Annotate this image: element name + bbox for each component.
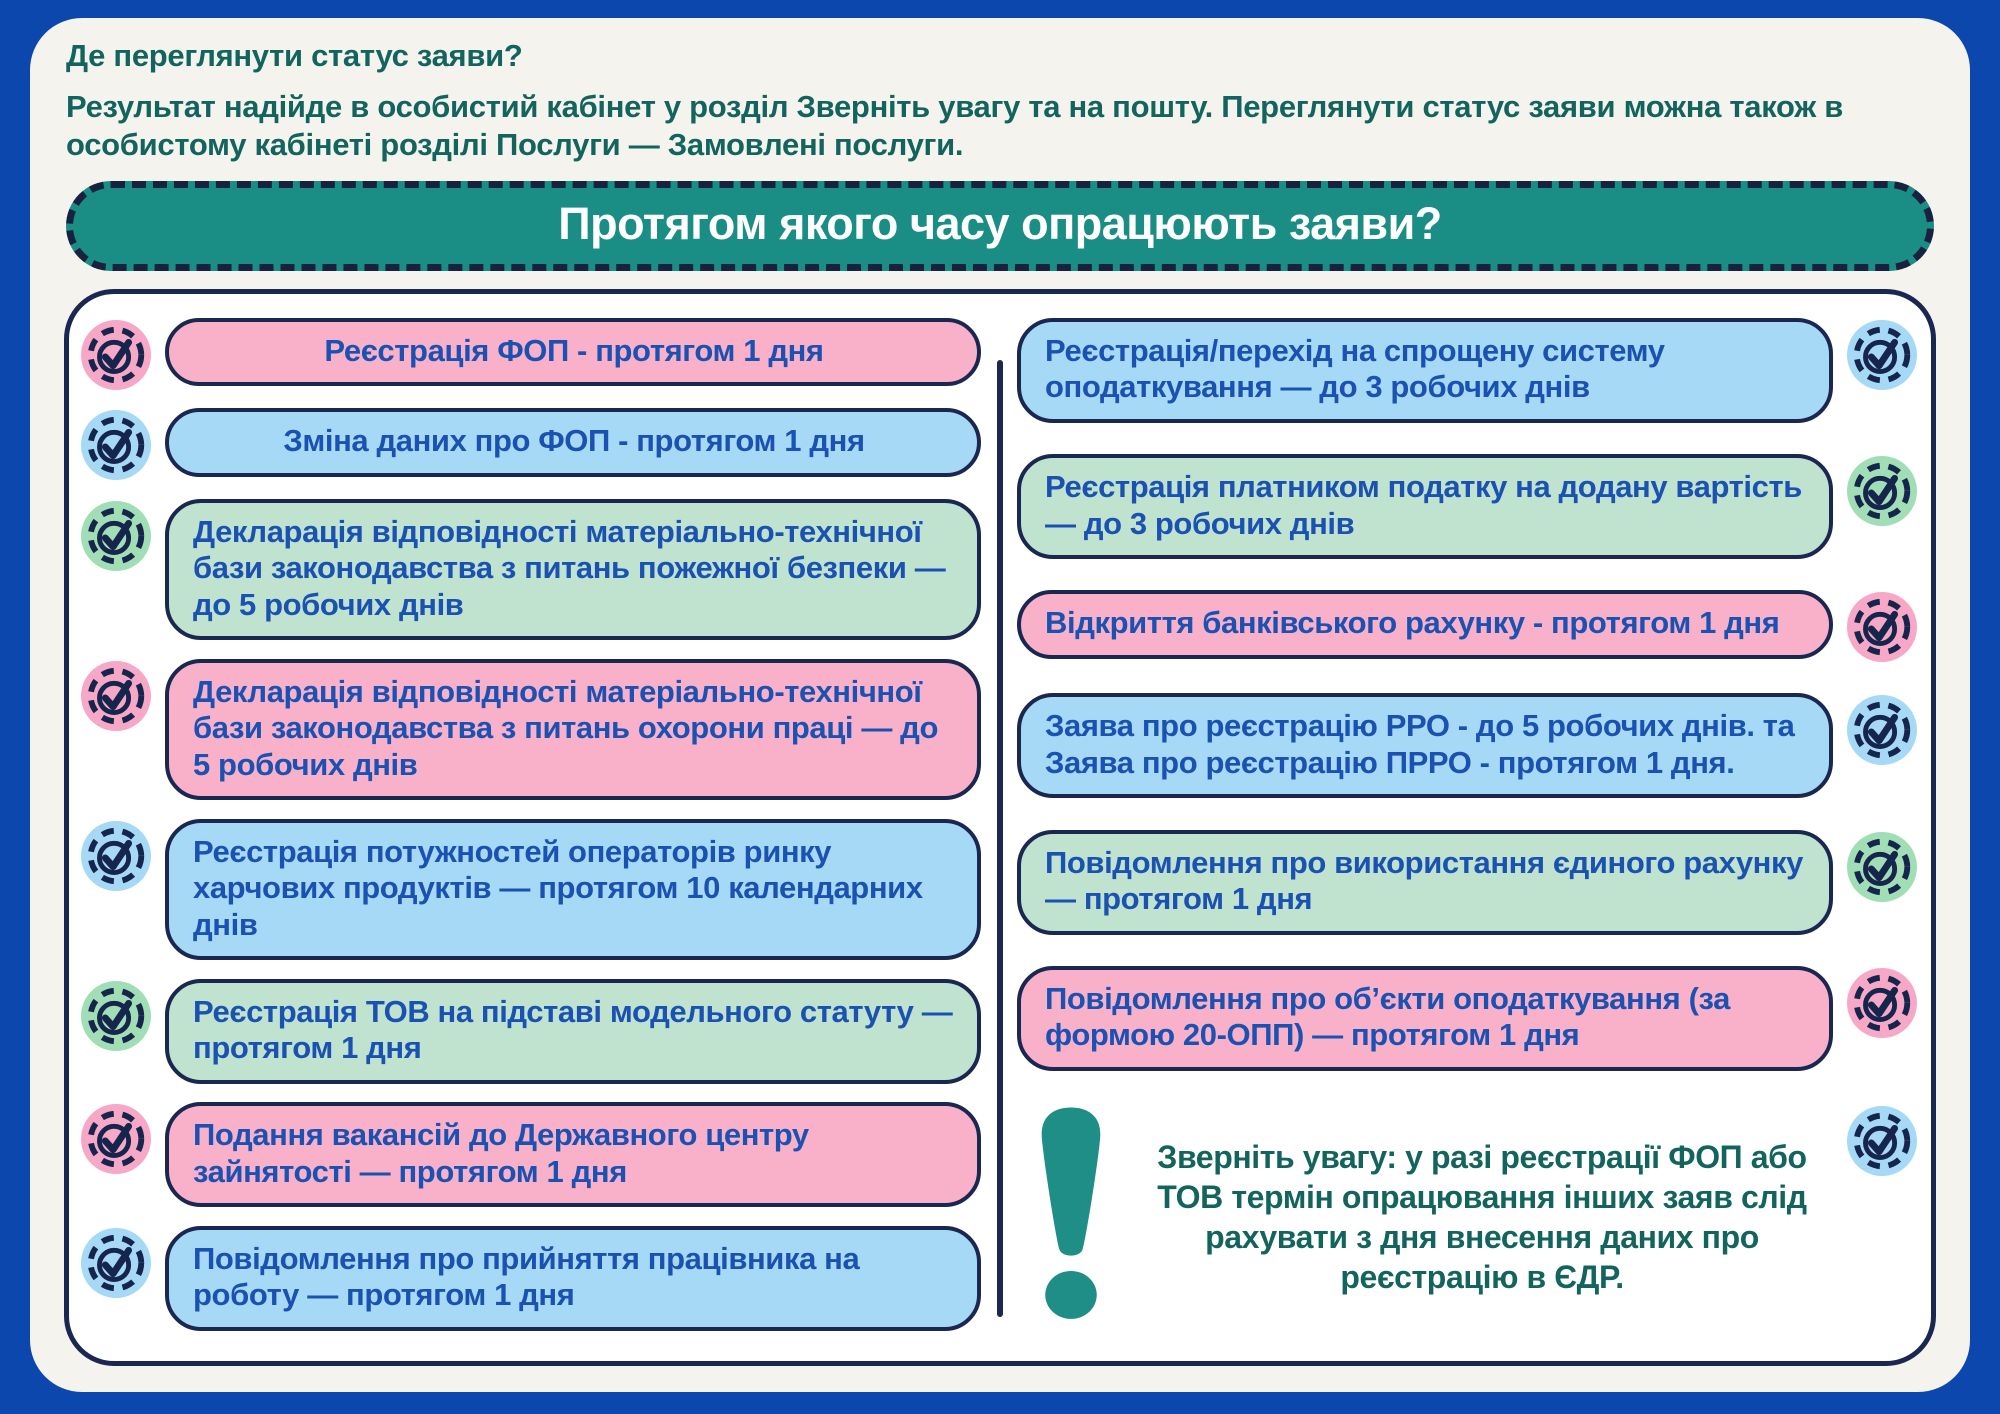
check-icon bbox=[81, 821, 151, 891]
list-item bbox=[81, 318, 981, 390]
note-text: Зверніть увагу: у разі реєстрації ФОП або ТОВ термін опрацювання інших заяв слід рахувати з дня внесення даних про реєстрацію в ЄДР. bbox=[1157, 1139, 1807, 1296]
left-column bbox=[81, 318, 981, 1331]
service-pill: Реєстрація ФОП - протягом 1 дня bbox=[165, 318, 981, 387]
list-item bbox=[81, 408, 981, 480]
check-icon bbox=[1847, 1106, 1917, 1176]
list-item bbox=[81, 659, 981, 801]
list-item bbox=[81, 1226, 981, 1331]
attention-note bbox=[1017, 1104, 1917, 1331]
service-pill: Декларація відповідності матеріально-технічної бази законодавства з питань пожежної безпеки — до 5 робочих днів bbox=[165, 499, 981, 641]
list-item bbox=[1017, 590, 1917, 662]
check-icon bbox=[81, 320, 151, 390]
services-panel bbox=[64, 289, 1936, 1366]
service-pill: Повідомлення про об’єкти оподаткування (за формою 20-ОПП) — протягом 1 дня bbox=[1017, 966, 1833, 1071]
right-column bbox=[1017, 318, 1917, 1331]
check-icon bbox=[81, 981, 151, 1051]
column-divider bbox=[997, 360, 1003, 1317]
check-icon bbox=[1847, 592, 1917, 662]
service-pill: Заява про реєстрацію РРО - до 5 робочих днів. та Заява про реєстрацію ПРРО - протягом 1 дня. bbox=[1017, 693, 1833, 798]
service-pill: Повідомлення про прийняття працівника на роботу — протягом 1 дня bbox=[165, 1226, 981, 1331]
check-icon bbox=[81, 661, 151, 731]
check-icon bbox=[1847, 320, 1917, 390]
check-icon bbox=[81, 1104, 151, 1174]
check-icon bbox=[81, 1228, 151, 1298]
list-item bbox=[1017, 693, 1917, 798]
list-item bbox=[81, 819, 981, 961]
check-icon bbox=[1847, 456, 1917, 526]
check-icon bbox=[1847, 832, 1917, 902]
service-pill: Відкриття банківського рахунку - протягом 1 дня bbox=[1017, 590, 1833, 659]
service-pill: Реєстрація платником податку на додану вартість — до 3 робочих днів bbox=[1017, 454, 1833, 559]
note-block bbox=[1017, 1104, 1833, 1331]
list-item bbox=[1017, 454, 1917, 559]
list-item bbox=[1017, 966, 1917, 1071]
exclamation-icon bbox=[1031, 1104, 1111, 1331]
list-item bbox=[81, 1102, 981, 1207]
list-item bbox=[81, 979, 981, 1084]
service-pill: Реєстрація ТОВ на підставі модельного статуту — протягом 1 дня bbox=[165, 979, 981, 1084]
check-icon bbox=[1847, 968, 1917, 1038]
section-banner: Протягом якого часу опрацюють заяви? bbox=[66, 181, 1934, 271]
service-pill: Декларація відповідності матеріально-технічної бази законодавства з питань охорони праці — до 5 робочих днів bbox=[165, 659, 981, 801]
service-pill: Зміна даних про ФОП - протягом 1 дня bbox=[165, 408, 981, 477]
intro-paragraph: Результат надійде в особистий кабінет у розділ Зверніть увагу та на пошту. Переглянути статус заяви можна також в особистому кабінеті розділі Послуги — Замовлені послуги. bbox=[66, 89, 1843, 163]
service-pill: Реєстрація/перехід на спрощену систему оподаткування — до 3 робочих днів bbox=[1017, 318, 1833, 423]
list-item bbox=[1017, 830, 1917, 935]
check-icon bbox=[81, 410, 151, 480]
infographic-card bbox=[30, 18, 1970, 1392]
check-icon bbox=[81, 501, 151, 571]
list-item bbox=[81, 499, 981, 641]
service-pill: Реєстрація потужностей операторів ринку харчових продуктів — протягом 10 календарних днів bbox=[165, 819, 981, 961]
service-pill: Повідомлення про використання єдиного рахунку — протягом 1 дня bbox=[1017, 830, 1833, 935]
check-icon bbox=[1847, 695, 1917, 765]
list-item bbox=[1017, 318, 1917, 423]
page-title: Де переглянути статус заяви? bbox=[66, 38, 523, 73]
service-pill: Подання вакансій до Державного центру зайнятості — протягом 1 дня bbox=[165, 1102, 981, 1207]
